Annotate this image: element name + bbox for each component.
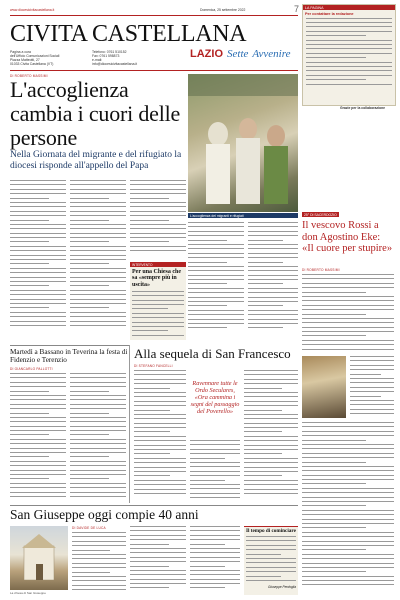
main-subheadline: Nella Giornata del migrante e del rifugiato la diocesi risponde all'appello del Papa [10,150,182,171]
side-article-text-2 [350,356,394,418]
main-body-col-2 [70,180,126,340]
masthead-bottom-rule [10,70,298,71]
giuseppe-col-1 [72,532,126,594]
masthead-title: CIVITA CASTELLANA [10,21,247,47]
masthead-rule [10,15,298,16]
giuseppe-box-byline: Giuseppe Perdoglia [268,585,296,590]
issue-date: Domenica, 25 settembre 2022 [200,8,246,12]
sidebar-contact-box [302,4,396,106]
giuseppe-headline: San Giuseppe oggi compie 40 anni [10,507,199,522]
side-article-label: 25° DI SACERDOZIO [304,212,337,217]
main-body-col-5 [248,222,298,340]
francesco-col-1 [134,370,186,502]
giuseppe-box [244,526,298,595]
bassano-byline: DI GIANCARLO PALLOTTI [10,367,53,371]
francesco-pull-quote: Ravennare tutte le Ordo Seculares, «Ora cammina i segni del passaggio del Poverello» [190,380,240,415]
giuseppe-photo-caption: La chiesa di San Giuseppe [10,591,46,595]
giuseppe-rule [10,505,298,506]
intervention-title: Per una Chiesa che sa «sempre più in uscita» [132,268,182,288]
page-number: 7 [294,4,300,14]
sidebar-contact-text [303,17,395,89]
congregation-illustration [188,74,298,212]
intervention-box [130,262,186,340]
giuseppe-col-3 [190,526,240,594]
sidebar-contact-title: Per contattare la redazione [305,11,354,16]
main-byline: DI ROBERTO MASSIMI [10,74,48,78]
side-article-text-1 [302,274,394,354]
side-article-headline: Il vescovo Rossi a don Agostino Eke: «Il cuore per stupire» [302,220,393,254]
giuseppe-byline: DI DAVIDE DE LUCA [72,526,106,530]
side-article-text-3 [302,422,394,592]
intervention-label: INTERVENTO [130,262,186,267]
main-body-col-1 [10,180,66,340]
website-url[interactable]: www.diocesicivitacastellana.it [10,8,55,12]
church-illustration [10,526,68,590]
giuseppe-photo [10,526,68,590]
lazio-sette-logo: LAZIO Sette Avvenire [190,48,291,60]
sidebar-footer: Grazie per la collaborazione [340,106,386,110]
side-article-byline: DI ROBERTO MASSIMI [302,268,340,272]
bassano-rule [10,345,130,346]
side-article-photo [302,356,346,418]
main-photo [188,74,298,212]
francesco-col-2 [190,440,240,502]
editorial-address: Pagina a cura dell'Ufficio Comunicazioni Sociali Piazza Matteotti, 27 01033 Civita Castellana (VT) [10,50,60,66]
editorial-contacts: Telefono: 0761 510152 Fax: 0761 598873 e-mail: info@diocesicivitacastellana.it [92,50,182,66]
bassano-col-2 [70,373,126,503]
giuseppe-col-2 [130,526,186,594]
main-body-col-3 [130,180,186,260]
francesco-headline: Alla sequela di San Francesco [134,346,291,361]
bassano-col-1 [10,373,66,503]
francesco-divider [129,345,130,503]
main-headline: L'accoglienza cambia i cuori delle persone [10,77,181,150]
francesco-byline: DI STEFANO FANCELLI [134,364,173,368]
bassano-headline: Martedì a Bassano in Teverina la festa di Fidenzio e Terenzio [10,348,128,364]
main-body-col-4 [188,222,244,340]
francesco-col-3 [244,370,298,502]
sidebar-label: LA PAGINA [303,5,395,10]
email-link[interactable]: info@diocesicivitacastellana.it [92,62,138,66]
giuseppe-box-title: Il tempo di cominciare [246,528,296,534]
main-photo-caption: L'accoglienza dei migranti e rifugiati [188,213,298,218]
